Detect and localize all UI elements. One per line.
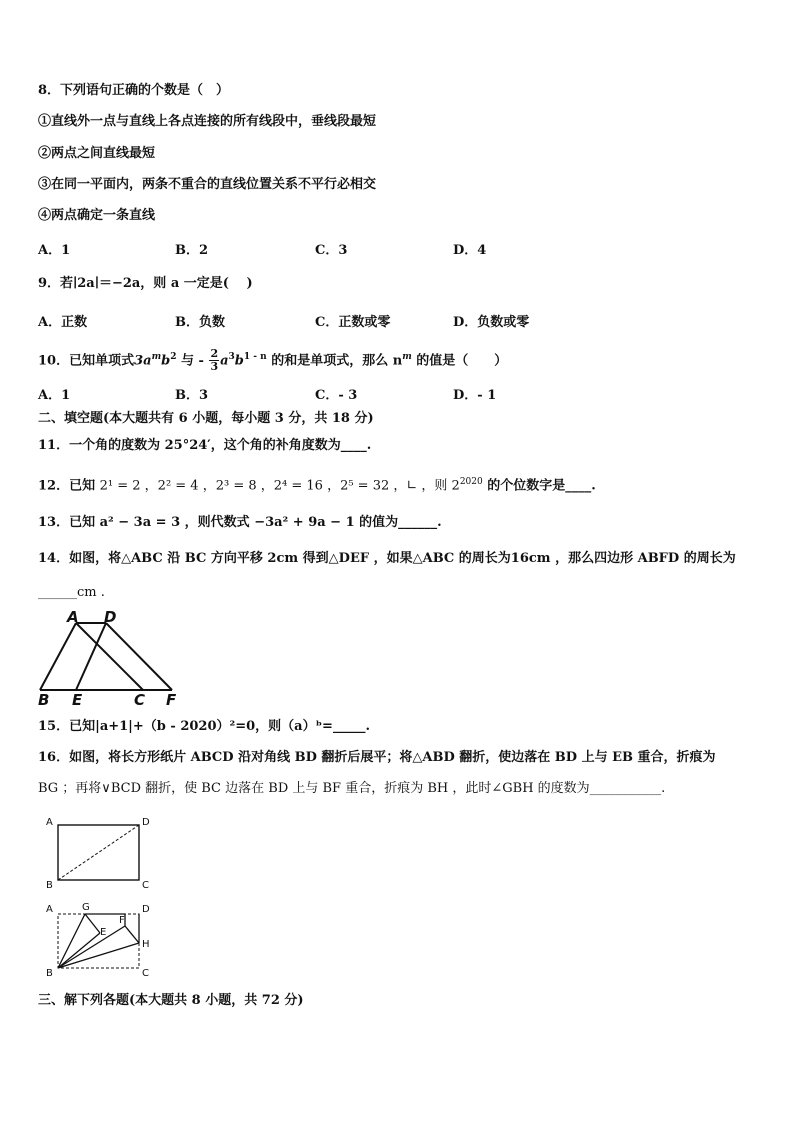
q10-option-a: A．1 xyxy=(38,388,71,403)
label-b: B xyxy=(46,968,53,979)
q8-option-a: A．1 xyxy=(38,243,71,258)
q10-options xyxy=(38,384,638,402)
q8-option-b: B．2 xyxy=(175,243,209,258)
label-c: C xyxy=(142,968,149,979)
q13-text: 13．已知 a² − 3a = 3 ，则代数式 −3a² + 9a − 1 的值为______. xyxy=(38,515,442,530)
label-a: A xyxy=(46,904,53,915)
section-2-heading: 二、填空题(本大题共有 6 小题，每小题 3 分，共 18 分) xyxy=(38,411,374,426)
q10-term2: a xyxy=(220,353,229,369)
label-c: C xyxy=(142,880,149,891)
q9-options xyxy=(38,311,638,329)
diagonal-bd xyxy=(58,825,139,880)
q10-suffix: 的和是单项式，那么 n xyxy=(266,353,403,369)
q10-prefix: 10．已知单项式 xyxy=(38,353,135,369)
q10-term2-sup: 3 xyxy=(228,352,235,362)
q10-term2-b: b xyxy=(234,353,244,369)
label-a: A xyxy=(67,608,79,626)
q9-option-a: A．正数 xyxy=(38,315,88,330)
segment-fh xyxy=(125,926,139,943)
q10-stem xyxy=(38,346,507,373)
folding-figure xyxy=(40,896,160,980)
q12-expr: 2¹ = 2 ，2² = 4 ，2³ = 8 ，2⁴ = 16 ，2⁵ = 32 ，∟ ，则 2 xyxy=(99,478,460,494)
q10-mid: 与 - xyxy=(176,353,204,369)
translation-figure xyxy=(36,608,186,708)
q10-option-d: D．- 1 xyxy=(453,388,497,403)
label-d: D xyxy=(142,904,150,915)
q15-text: 15．已知|a+1|+（b - 2020）²=0，则（a）ᵇ=_____. xyxy=(38,719,370,734)
label-b: B xyxy=(38,691,50,708)
q11-text: 11．一个角的度数为 25°24′，这个角的补角度数为____. xyxy=(38,438,372,453)
q10-frac-den: 3 xyxy=(210,360,219,374)
label-c: C xyxy=(134,691,146,708)
segment-be xyxy=(58,933,100,968)
label-d: D xyxy=(104,608,117,626)
q12-expr-sup: 2020 xyxy=(459,477,483,487)
q14-line-2: ______cm . xyxy=(38,585,105,600)
segment-df xyxy=(106,623,172,690)
label-e: E xyxy=(100,927,107,938)
q12-prefix: 12．已知 xyxy=(38,478,100,494)
segment-ab xyxy=(40,623,76,690)
q10-term2-b-sup: 1 - n xyxy=(243,352,267,362)
label-e: E xyxy=(72,691,83,708)
q16-line-2: BG ；再将∨BCD 翻折，使 BC 边落在 BD 上与 BF 重合，折痕为 BH ，此时∠GBH 的度数为___________. xyxy=(38,781,666,796)
q14-line-1: 14．如图，将△ABC 沿 BC 方向平移 2cm 得到△DEF ，如果△ABC 的周长为16cm ，那么四边形 ABFD 的周长为 xyxy=(38,551,736,566)
section-3-heading: 三、解下列各题(本大题共 8 小题，共 72 分) xyxy=(38,993,304,1008)
segment-de xyxy=(76,623,106,690)
label-a: A xyxy=(46,817,53,828)
rectangle-figure xyxy=(40,812,160,892)
label-d: D xyxy=(142,817,150,828)
q10-fraction xyxy=(209,348,219,373)
q8-statement-4: ④两点确定一条直线 xyxy=(38,208,156,223)
label-f: F xyxy=(166,691,177,708)
q10-frac-num: 2 xyxy=(210,347,219,361)
segment-ge xyxy=(85,914,100,933)
q10-option-b: B．3 xyxy=(175,388,209,403)
q10-n-sup: m xyxy=(402,352,412,362)
q12-suffix: 的个位数字是____. xyxy=(482,478,596,494)
q10-term1-sup: m xyxy=(151,352,162,362)
fold-bh xyxy=(58,943,139,968)
q10-option-c: C．- 3 xyxy=(315,388,358,403)
q9-stem: 9．若∣2a∣＝−2a，则 a 一定是( ) xyxy=(38,276,253,291)
segment-ac xyxy=(76,623,143,690)
q9-option-d: D．负数或零 xyxy=(453,315,530,330)
label-f: F xyxy=(119,915,125,926)
q8-stem: 8．下列语句正确的个数是（ ） xyxy=(38,83,230,98)
q9-option-c: C．正数或零 xyxy=(315,315,391,330)
label-h: H xyxy=(142,939,150,950)
q10-term1: 3a xyxy=(134,353,152,369)
q8-option-d: D．4 xyxy=(453,243,487,258)
q9-option-b: B．负数 xyxy=(175,315,225,330)
q12-text xyxy=(38,473,596,495)
label-g: G xyxy=(82,902,90,913)
q8-statement-2: ②两点之间直线最短 xyxy=(38,146,156,161)
q8-statement-1: ①直线外一点与直线上各点连接的所有线段中，垂线段最短 xyxy=(38,114,377,129)
q8-option-c: C．3 xyxy=(315,243,348,258)
q10-end: 的值是（ ） xyxy=(411,353,508,369)
q10-term1-b-sup: 2 xyxy=(170,352,177,362)
q8-statement-3: ③在同一平面内，两条不重合的直线位置关系不平行必相交 xyxy=(38,177,377,192)
q10-term1-b: b xyxy=(161,353,171,369)
q8-options xyxy=(38,239,638,257)
q16-line-1: 16．如图，将长方形纸片 ABCD 沿对角线 BD 翻折后展平；将△ABD 翻折，使边落在 BD 上与 EB 重合，折痕为 xyxy=(38,750,716,765)
label-b: B xyxy=(46,880,53,891)
